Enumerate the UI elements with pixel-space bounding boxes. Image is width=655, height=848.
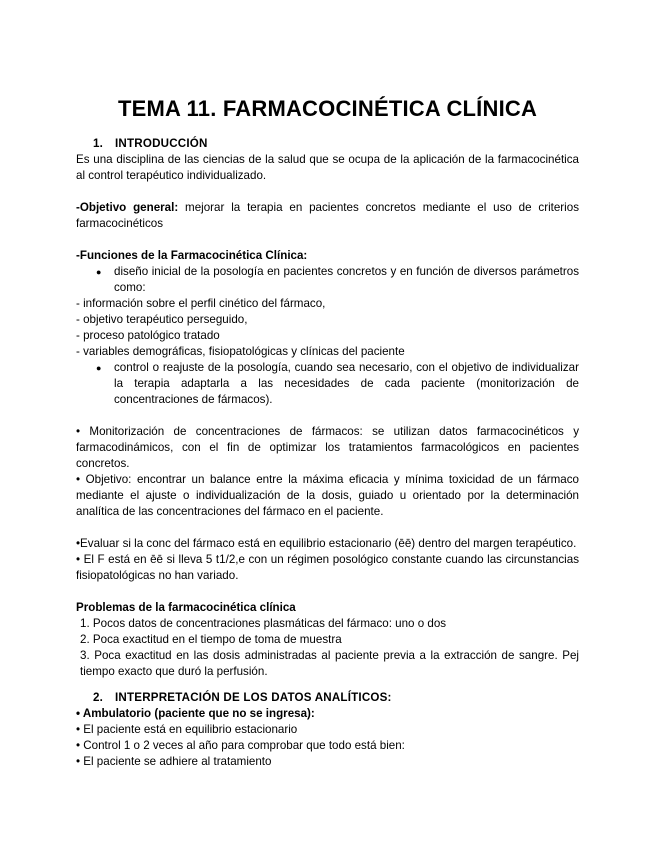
- page-title: TEMA 11. FARMACOCINÉTICA CLÍNICA: [117, 96, 538, 121]
- section-heading-text: INTRODUCCIÓN: [115, 137, 208, 150]
- section-heading-introduccion: [93, 136, 579, 152]
- list-item: • El paciente está en equilibrio estacionario: [76, 723, 298, 736]
- dash-item: - variables demográficas, fisiopatológicas y clínicas del paciente: [76, 345, 405, 358]
- section-heading-interpretacion: [93, 690, 579, 706]
- funciones-list: [76, 264, 579, 296]
- section-heading-text: INTERPRETACIÓN DE LOS DATOS ANALÍTICOS:: [115, 691, 392, 704]
- problema-item: 2. Poca exactitud en el tiempo de toma de muestra: [80, 633, 342, 646]
- problemas-heading: Problemas de la farmacocinética clínica: [76, 601, 296, 614]
- list-item: • Control 1 o 2 veces al año para comprobar que todo está bien:: [76, 739, 405, 752]
- section-number: 1.: [93, 137, 104, 150]
- dash-item: - información sobre el perfil cinético del fármaco,: [76, 297, 326, 310]
- equilibrio-paragraph: • El F está en ēē si lleva 5 t1/2,e con un régimen posológico constante cuando las circunstancias fisiopatológicas no han variado.: [76, 553, 579, 582]
- ambulatorio-heading: • Ambulatorio (paciente que no se ingresa):: [76, 707, 315, 720]
- evaluar-paragraph: •Evaluar si la conc del fármaco está en equilibrio estacionario (ēē) dentro del margen terapéutico.: [76, 537, 577, 550]
- problema-item: 1. Pocos datos de concentraciones plasmáticas del fármaco: uno o dos: [80, 617, 447, 630]
- section-number: 2.: [93, 691, 104, 704]
- funciones-list-2: [76, 360, 579, 408]
- list-item: ● control o reajuste de la posología, cuando sea necesario, con el objetivo de individualizar la terapia adaptarla a las necesidades de cada paciente (monitorización de concentraciones de fármacos).: [76, 360, 579, 408]
- objetivo-general-text: mejorar la terapia en pacientes concretos mediante el uso de criterios farmacocinéticos: [76, 201, 579, 230]
- intro-paragraph: Es una disciplina de las ciencias de la salud que se ocupa de la aplicación de la farmacocinética al control terapéutico individualizado.: [76, 153, 579, 182]
- funciones-heading: -Funciones de la Farmacocinética Clínica:: [76, 249, 308, 262]
- document-body: [76, 136, 579, 770]
- list-item: ● diseño inicial de la posología en pacientes concretos y en función de diversos parámetros como:: [76, 264, 579, 296]
- problema-item: 3. Poca exactitud en las dosis administradas al paciente previa a la extracción de sangre. Pej tiempo exacto que duró la perfusión.: [80, 649, 579, 678]
- monitorizacion-paragraph: • Monitorización de concentraciones de fármacos: se utilizan datos farmacocinéticos y farmacodinámicos, con el fin de optimizar los tratamientos farmacológicos en pacientes concretos.: [76, 425, 579, 470]
- objetivo-paragraph: • Objetivo: encontrar un balance entre la máxima eficacia y mínima toxicidad de un fármaco mediante el ajuste o individualización de la dosis, guiado u orientado por la determinación analítica de las concentraciones del fármaco en el paciente.: [76, 473, 579, 518]
- dash-item: - proceso patológico tratado: [76, 329, 220, 342]
- dash-item: - objetivo terapéutico perseguido,: [76, 313, 248, 326]
- objetivo-general-label: -Objetivo general:: [76, 201, 179, 214]
- list-item: • El paciente se adhiere al tratamiento: [76, 755, 272, 768]
- objetivo-general-paragraph: [76, 200, 579, 232]
